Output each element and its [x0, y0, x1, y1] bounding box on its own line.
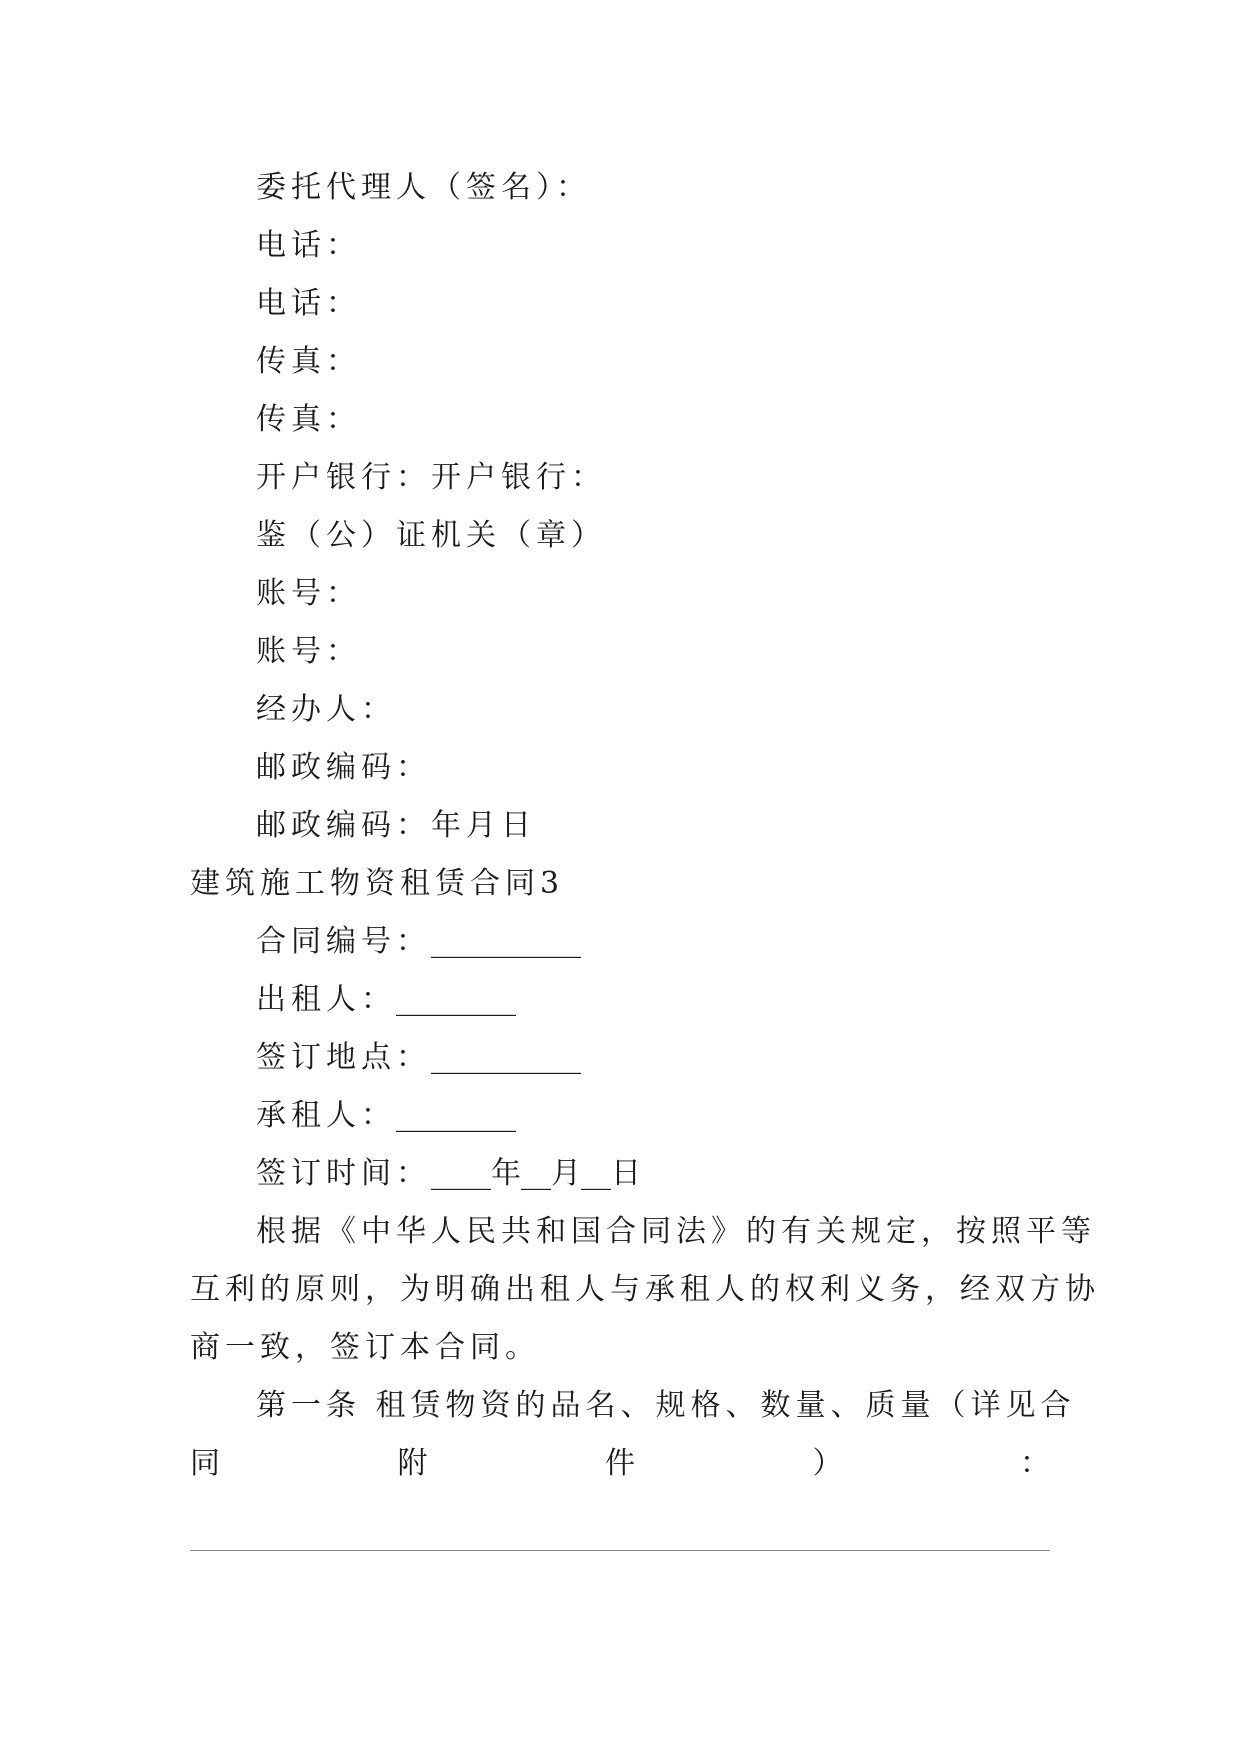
handler-line: 经办人： [256, 692, 396, 727]
bank-line: 开户银行：开户银行： [256, 460, 606, 495]
continuation-char: ） [812, 1446, 843, 1481]
field-label: 出租人： [256, 982, 396, 1017]
field-blank: ____年__月__日 [431, 1156, 641, 1191]
preamble-line: 根据《中华人民共和国合同法》的有关规定，按照平等 [256, 1214, 1096, 1249]
lessor-field [190, 980, 1136, 1020]
continuation-char: 附 [397, 1446, 428, 1481]
fax-line: 传真： [256, 344, 361, 379]
fill-in-blank-line [190, 1550, 1050, 1551]
contract-title: 建筑施工物资租赁合同3 [190, 866, 565, 901]
agent-signature-line: 委托代理人（签名）： [256, 170, 591, 205]
signing-place-field [190, 1038, 1136, 1078]
account-line: 账号： [256, 634, 361, 669]
field-label: 合同编号： [256, 924, 431, 959]
article-1-heading: 第一条 租赁物资的品名、规格、数量、质量（详见合 [256, 1388, 1076, 1423]
field-label: 承租人： [256, 1098, 396, 1133]
article-1-continuation [190, 1444, 1050, 1484]
postcode-date-line: 邮政编码：年月日 [256, 808, 536, 843]
phone-line: 电话： [256, 228, 361, 263]
field-blank: __________ [431, 1040, 581, 1075]
lessee-field [190, 1096, 1136, 1136]
preamble-line: 互利的原则，为明确出租人与承租人的权利义务，经双方协 [190, 1272, 1100, 1307]
postcode-line: 邮政编码： [256, 750, 431, 785]
notary-seal-line: 鉴（公）证机关（章） [256, 518, 606, 553]
field-blank: ________ [396, 982, 516, 1017]
continuation-char: 同 [190, 1446, 220, 1481]
phone-line: 电话： [256, 286, 361, 321]
fax-line: 传真： [256, 402, 361, 437]
field-label: 签订地点： [256, 1040, 431, 1075]
field-blank: ________ [396, 1098, 516, 1133]
preamble-line: 商一致，签订本合同。 [190, 1330, 540, 1365]
field-label: 签订时间： [256, 1156, 431, 1191]
account-line: 账号： [256, 576, 361, 611]
continuation-char: 件 [605, 1446, 635, 1481]
signing-date-field [190, 1154, 1136, 1194]
contract-number-field [190, 922, 1136, 962]
field-blank: __________ [431, 924, 581, 959]
continuation-char: ： [1020, 1446, 1050, 1481]
